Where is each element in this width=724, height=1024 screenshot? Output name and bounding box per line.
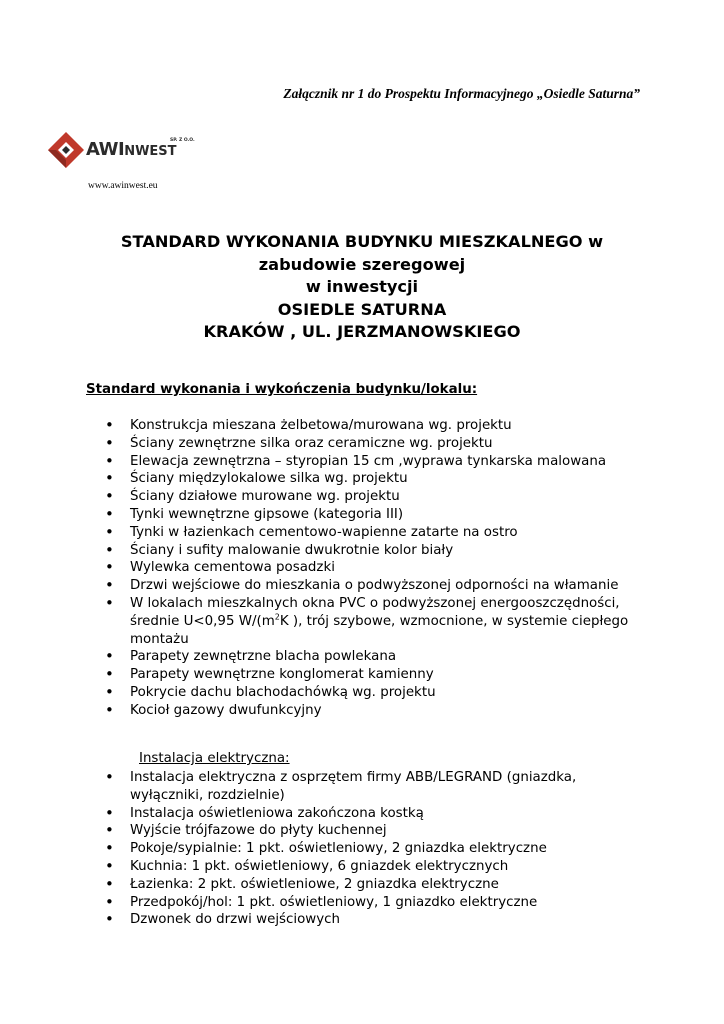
title-line: KRAKÓW , UL. JERZMANOWSKIEGO bbox=[203, 322, 521, 341]
title-line: OSIEDLE SATURNA bbox=[277, 299, 447, 319]
list-item: • Ściany i sufity malowanie dwukrotnie kolor biały bbox=[105, 542, 645, 560]
electrical-list bbox=[105, 769, 645, 929]
list-item: • Kuchnia: 1 pkt. oświetleniowy, 6 gniazdek elektrycznych bbox=[105, 858, 645, 876]
title-line: zabudowie szeregowej bbox=[258, 254, 466, 274]
list-item: • Konstrukcja mieszana żelbetowa/murowana wg. projektu bbox=[105, 417, 645, 435]
standard-heading: Standard wykonania i wykończenia budynku/lokalu: bbox=[86, 382, 478, 397]
list-item: • Parapety zewnętrzne blacha powlekana bbox=[105, 648, 645, 666]
list-item: • Wyjście trójfazowe do płyty kuchennej bbox=[105, 822, 645, 840]
list-item: • Ściany zewnętrzne silka oraz ceramiczne wg. projektu bbox=[105, 435, 645, 453]
list-item: • Pokrycie dachu blachodachówką wg. projektu bbox=[105, 684, 645, 702]
document-title bbox=[0, 231, 724, 344]
list-item: • Ściany działowe murowane wg. projektu bbox=[105, 488, 645, 506]
list-item: • Parapety wewnętrzne konglomerat kamienny bbox=[105, 666, 645, 684]
logo-diamond-icon bbox=[46, 130, 86, 170]
list-item: • Pokoje/sypialnie: 1 pkt. oświetleniowy, 2 gniazdka elektryczne bbox=[105, 840, 645, 858]
electrical-heading: Instalacja elektryczna: bbox=[139, 751, 290, 766]
list-item: • Wylewka cementowa posadzki bbox=[105, 559, 645, 577]
logo-wordmark: AWINWEST bbox=[86, 139, 177, 160]
list-item: • Ściany międzylokalowe silka wg. projektu bbox=[105, 470, 645, 488]
title-line: STANDARD WYKONANIA BUDYNKU MIESZKALNEGO w bbox=[120, 232, 604, 251]
list-item: • Łazienka: 2 pkt. oświetleniowe, 2 gniazdka elektryczne bbox=[105, 876, 645, 894]
list-item: • Tynki w łazienkach cementowo-wapienne zatarte na ostro bbox=[105, 524, 645, 542]
list-item: • Elewacja zewnętrzna – styropian 15 cm ,wyprawa tynkarska malowana bbox=[105, 453, 645, 471]
list-item-windows: • W lokalach mieszkalnych okna PVC o podwyższonej energooszczędności, średnie U<0,95 $W/(m^2K$ ), trój szybowe, wzmocnione, w systemie ciepłego montażu bbox=[105, 595, 645, 648]
attachment-note: Załącznik nr 1 do Prospektu Informacyjnego „Osiedle Saturna” bbox=[283, 86, 640, 101]
list-item: • Przedpokój/hol: 1 pkt. oświetleniowy, 1 gniazdko elektryczne bbox=[105, 894, 645, 912]
list-item: • Kocioł gazowy dwufunkcyjny bbox=[105, 702, 645, 720]
title-line: w inwestycji bbox=[305, 277, 419, 296]
list-item: • Instalacja oświetleniowa zakończona kostką bbox=[105, 805, 645, 823]
list-item: • Drzwi wejściowe do mieszkania o podwyższonej odporności na włamanie bbox=[105, 577, 645, 595]
company-logo bbox=[46, 130, 196, 170]
list-item: • Instalacja elektryczna z osprzętem firmy ABB/LEGRAND (gniazdka, wyłączniki, rozdzielnie) bbox=[105, 769, 645, 805]
list-item: • Dzwonek do drzwi wejściowych bbox=[105, 911, 645, 929]
list-item: • Tynki wewnętrzne gipsowe (kategoria III) bbox=[105, 506, 645, 524]
website-url: www.awinwest.eu bbox=[88, 181, 158, 191]
logo-legal-form: SP. Z O.O. bbox=[170, 138, 195, 143]
standard-list bbox=[105, 417, 645, 720]
